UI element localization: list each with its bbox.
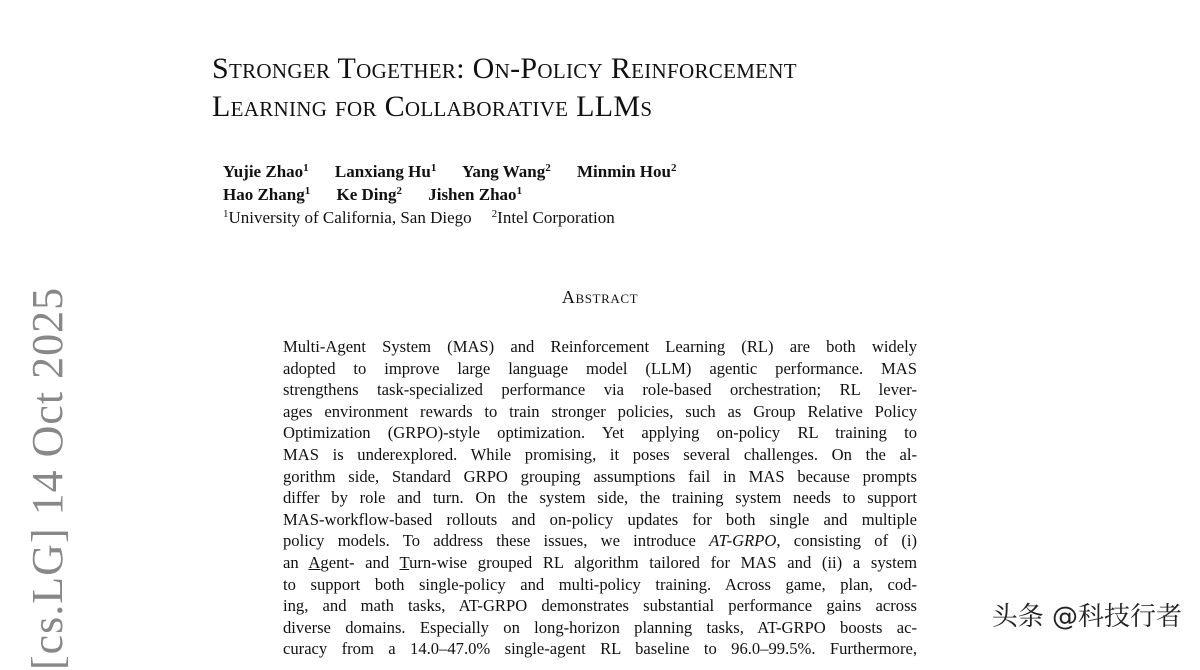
title-line: Learning for Collaborative LLMs — [212, 90, 653, 123]
author: Yang Wang$^2$ — [461, 162, 551, 181]
abstract-line: ing, and math tasks, AT-GRPO demonstrates substantial performance gains across — [283, 596, 917, 616]
watermark: 头条 @科技行者 — [991, 602, 1182, 632]
author: Jishen Zhao$^1$ — [428, 185, 523, 204]
abstract-line: gorithm side, Standard GRPO grouping assumptions fail in MAS because prompts — [283, 466, 917, 486]
abstract-line: Optimization (GRPO)-style optimization. Yet applying on-policy RL training to — [283, 423, 917, 443]
abstract-body — [283, 336, 917, 660]
abstract-line: curacy from a 14.0–47.0% single-agent RL baseline to 96.0–99.5%. Furthermore, — [283, 639, 917, 659]
abstract-line: strengthens task-specialized performance via role-based orchestration; RL lever- — [283, 380, 917, 400]
abstract-line: to support both single-policy and multi-policy training. Across game, plan, cod- — [283, 574, 917, 594]
abstract-line: Multi-Agent System (MAS) and Reinforcement Learning (RL) are both widely — [283, 337, 917, 356]
arxiv-stamp: [cs.LG] 14 Oct 2025 — [23, 286, 72, 670]
abstract-line: MAS is underexplored. While promising, it poses several challenges. On the al- — [283, 444, 917, 464]
affiliations: $^1$University of California, San Diego $^2$Intel Corporation — [223, 208, 615, 227]
paper-title — [212, 50, 1032, 126]
author: Lanxiang Hu$^1$ — [334, 162, 437, 181]
author-row — [223, 160, 923, 183]
arxiv-sidebar — [22, 286, 82, 670]
title-line: Stronger Together: On-Policy Reinforcement — [212, 52, 797, 85]
abstract-line: policy models. To address these issues, we introduce AT-GRPO, consisting of (i) — [283, 531, 917, 551]
affiliation: University of California, San Diego — [228, 208, 472, 227]
abstract-line: adopted to improve large language model (LLM) agentic performance. MAS — [283, 358, 917, 378]
abstract-line: MAS-workflow-based rollouts and on-policy updates for both single and multiple — [283, 509, 917, 529]
affiliation: Intel Corporation — [497, 208, 615, 227]
abstract-line: differ by role and turn. On the system side, the training system needs to support — [283, 488, 917, 508]
abstract-line: ages environment rewards to train stronger policies, such as Group Relative Policy — [283, 401, 917, 421]
abstract-line: an Agent- and Turn-wise grouped RL algorithm tailored for MAS and (ii) a system — [283, 552, 917, 572]
author-row — [223, 183, 923, 206]
abstract-heading: Abstract — [561, 287, 639, 307]
abstract-line: diverse domains. Especially on long-horizon planning tasks, AT-GRPO boosts ac- — [283, 617, 917, 637]
author: Hao Zhang$^1$ — [223, 185, 311, 204]
author: Minmin Hou$^2$ — [577, 162, 677, 181]
method-name: AT-GRPO — [709, 531, 777, 551]
author-list — [223, 160, 923, 206]
author: Yujie Zhao$^1$ — [223, 162, 309, 181]
author: Ke Ding$^2$ — [336, 185, 402, 204]
